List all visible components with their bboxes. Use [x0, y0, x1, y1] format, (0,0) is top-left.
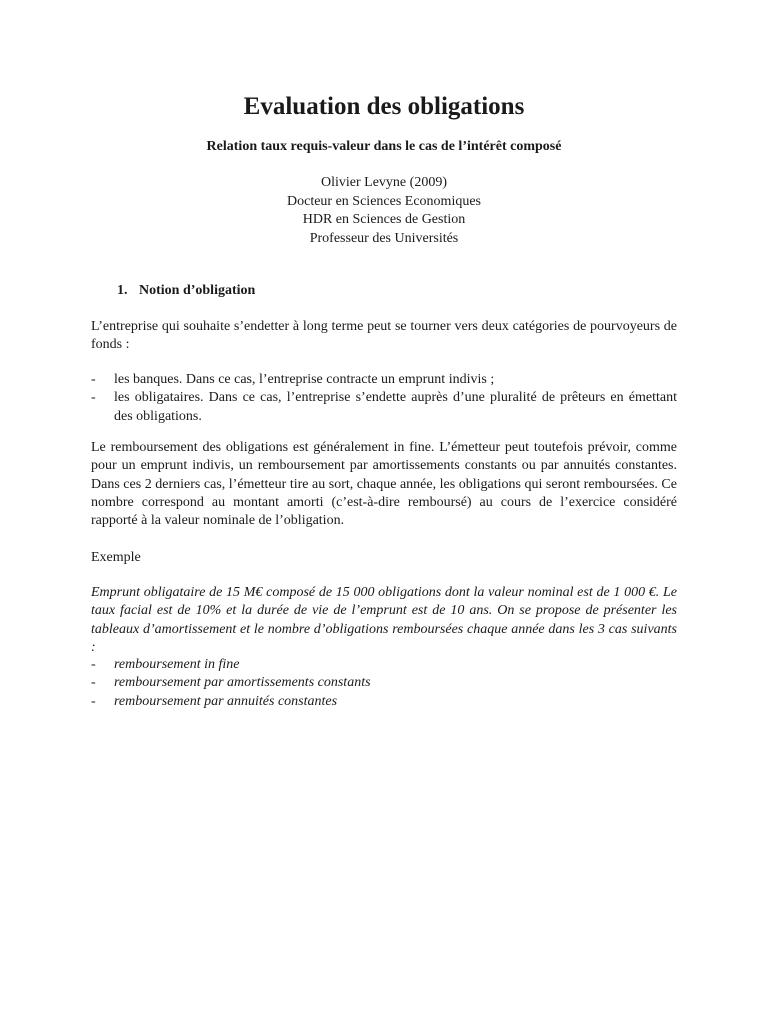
- list-item: [91, 674, 677, 692]
- section-heading-text: Notion d’obligation: [139, 283, 256, 298]
- list-item-text: remboursement par amortissements constants: [114, 675, 371, 691]
- document-title: Evaluation des obligations: [243, 93, 525, 120]
- dash-marker: -: [91, 372, 96, 387]
- author-position: Professeur des Universités: [309, 230, 459, 246]
- list-item-text: les obligataires. Dans ce cas, l’entreprise s’endette auprès d’une pluralité de prêteurs en émettant des obligations.: [114, 390, 677, 424]
- list-item-text: les banques. Dans ce cas, l’entreprise contracte un emprunt indivis ;: [114, 372, 495, 387]
- dash-marker: -: [91, 390, 96, 406]
- list-item-text: remboursement par annuités constantes: [114, 693, 338, 709]
- author-name: Olivier Levyne (2009): [321, 175, 447, 190]
- dash-marker: -: [91, 675, 96, 691]
- repayment-paragraph: Le remboursement des obligations est généralement in fine. L’émetteur peut toutefois prévoir, comme pour un emprunt indivis, un remboursement par amortissements constants ou par annuités constantes. Dans ces 2 derniers cas, l’émetteur tire au sort, chaque année, les obligations qui seront remboursées. Ce nombre correspond au montant amorti (c’est-à-dire remboursé) au cours de l’exercice considéré rapporté à la valeur nominale de l’obligation.: [91, 440, 677, 529]
- example-label: Exemple: [91, 550, 141, 565]
- section-heading: [117, 282, 255, 300]
- section-number: 1.: [117, 283, 128, 298]
- author-degree: Docteur en Sciences Economiques: [287, 193, 481, 209]
- list-item: [91, 656, 677, 674]
- author-hdr: HDR en Sciences de Gestion: [302, 212, 466, 227]
- dash-marker: -: [91, 657, 96, 672]
- list-item: [91, 389, 677, 426]
- intro-paragraph: L’entreprise qui souhaite s’endetter à long terme peut se tourner vers deux catégories de pourvoyeurs de fonds :: [91, 319, 677, 353]
- dash-marker: -: [91, 693, 96, 709]
- author-block: [0, 174, 768, 248]
- list-item: [91, 693, 677, 711]
- list-item: [91, 371, 677, 389]
- example-cases-list: [91, 656, 677, 711]
- document-subtitle: Relation taux requis-valeur dans le cas de l’intérêt composé: [206, 139, 562, 154]
- list-item-text: remboursement in fine: [114, 657, 240, 672]
- funders-list: [91, 371, 677, 426]
- example-paragraph: Emprunt obligataire de 15 M€ composé de 15 000 obligations dont la valeur nominal est de 1 000 €. Le taux facial est de 10% et la durée de vie de l’emprunt est de 10 ans. On se propose de présenter les tableaux d’amortissement et le nombre d’obligations remboursées chaque année dans les 3 cas suivants :: [91, 585, 677, 655]
